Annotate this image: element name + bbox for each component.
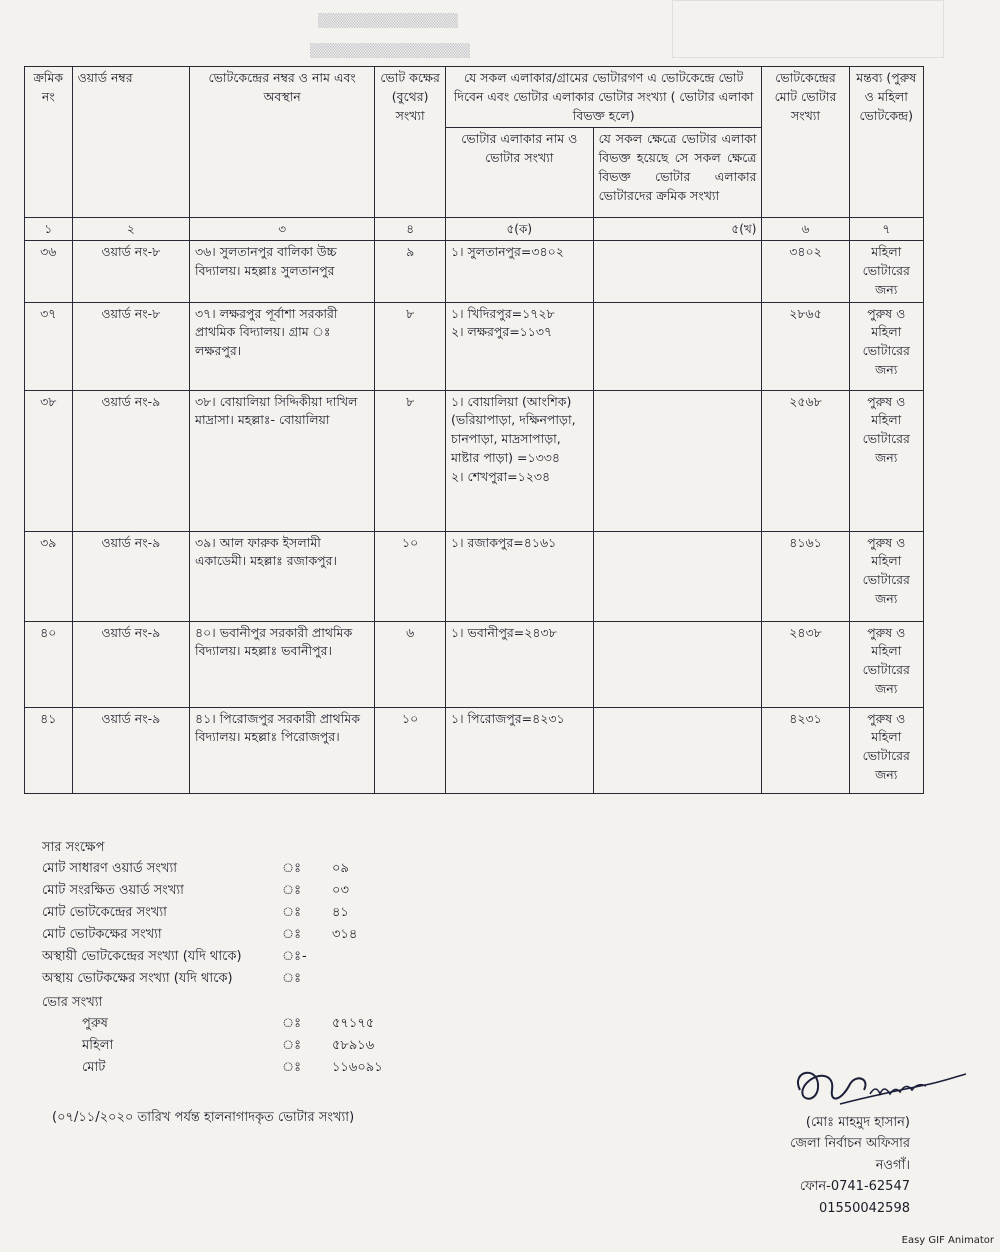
officer-name: (মোঃ মাহমুদ হাসান) bbox=[805, 1115, 910, 1130]
summary-title: সার সংক্ষেপ bbox=[42, 840, 105, 855]
summary-label: অস্থায়ী ভোটকেন্দ্রের সংখ্যা (যদি থাকে) bbox=[42, 949, 242, 965]
header-booth: ভোট কক্ষের (বুথের) সংখ্যা bbox=[375, 67, 446, 218]
area-cell bbox=[445, 241, 593, 302]
booth-cell: ১০ bbox=[375, 707, 446, 793]
summary-separator: ঃ bbox=[282, 971, 302, 987]
summary-label: মোট ভোটকেন্দ্রের সংখ্যা bbox=[42, 905, 167, 921]
summary-separator: ঃ bbox=[282, 883, 302, 899]
split-cell bbox=[593, 707, 762, 793]
voters-row bbox=[42, 1058, 452, 1080]
center-cell: ৪০। ভবানীপুর সরকারী প্রাথমিক বিদ্যালয়। মহল্লাঃ ভবানীপুর। bbox=[190, 621, 375, 707]
summary-value: - bbox=[302, 949, 307, 965]
remark-cell: পুরুষ ও মহিলা ভোটারের জন্য bbox=[849, 390, 923, 531]
summary-section bbox=[42, 838, 452, 1080]
total-cell: ২৫৬৮ bbox=[762, 390, 849, 531]
area-cell bbox=[445, 302, 593, 390]
center-cell: ৩৮। বোয়ালিয়া সিদ্দিকীয়া দাখিল মাদ্রাসা। মহল্লাঃ- বোয়ালিয়া bbox=[190, 390, 375, 531]
summary-label: মোট সংরক্ষিত ওয়ার্ড সংখ্যা bbox=[42, 883, 184, 899]
summary-separator: ঃ bbox=[282, 1038, 302, 1054]
summary-separator: ঃ bbox=[282, 1060, 302, 1076]
summary-row bbox=[42, 969, 452, 991]
index-cell: ৬ bbox=[762, 218, 849, 241]
column-index-row bbox=[25, 218, 924, 241]
split-cell bbox=[593, 241, 762, 302]
officer-designation: জেলা নির্বাচন অফিসার bbox=[790, 1136, 910, 1152]
index-cell: ৪ bbox=[375, 218, 446, 241]
voters-value: ৫৮৯১৬ bbox=[332, 1038, 375, 1054]
voters-label: পুরুষ bbox=[82, 1016, 108, 1032]
summary-row bbox=[42, 925, 452, 947]
summary-separator: ঃ bbox=[282, 905, 302, 921]
booth-cell: ৯ bbox=[375, 241, 446, 302]
summary-value: ৩১৪ bbox=[332, 927, 358, 943]
serial-cell: ৩৬ bbox=[25, 241, 73, 302]
table-row bbox=[25, 531, 924, 621]
area-cell bbox=[445, 621, 593, 707]
split-cell bbox=[593, 390, 762, 531]
area-line: ১। সুলতানপুর=৩৪০২ bbox=[450, 244, 564, 260]
ward-cell: ওয়ার্ড নং-৮ bbox=[72, 241, 189, 302]
booth-cell: ১০ bbox=[375, 531, 446, 621]
header-remark: মন্তব্য (পুরুষ ও মহিলা ভোটকেন্দ্র) bbox=[849, 67, 923, 218]
summary-value: ৪১ bbox=[332, 905, 349, 921]
header-total: ভোটকেন্দ্রের মোট ভোটার সংখ্যা bbox=[762, 67, 849, 218]
summary-row bbox=[42, 881, 452, 903]
total-cell: ২৪৩৮ bbox=[762, 621, 849, 707]
summary-separator: ঃ bbox=[282, 927, 302, 943]
serial-cell: ৩৮ bbox=[25, 390, 73, 531]
serial-cell: ৩৯ bbox=[25, 531, 73, 621]
header-serial: ক্রমিক নং bbox=[25, 67, 73, 218]
serial-cell: ৪১ bbox=[25, 707, 73, 793]
officer-block bbox=[760, 1112, 910, 1219]
area-line: ১। পিরোজপুর=৪২৩১ bbox=[450, 710, 565, 726]
signature-image bbox=[780, 1060, 980, 1116]
summary-label: মোট ভোটকক্ষের সংখ্যা bbox=[42, 927, 162, 943]
table-row bbox=[25, 707, 924, 793]
index-cell: ৩ bbox=[190, 218, 375, 241]
bleed-through-text: ▒▒▒▒▒▒▒▒▒▒▒▒▒▒▒▒ bbox=[310, 44, 470, 59]
serial-cell: ৪০ bbox=[25, 621, 73, 707]
index-cell: ২ bbox=[72, 218, 189, 241]
summary-separator: ঃ bbox=[282, 1016, 302, 1032]
table-row bbox=[25, 621, 924, 707]
table-row bbox=[25, 241, 924, 302]
summary-label: মোট সাধারণ ওয়ার্ড সংখ্যা bbox=[42, 861, 177, 877]
voters-value: ৫৭১৭৫ bbox=[332, 1016, 375, 1032]
area-line: ১। রজাকপুর=৪১৬১ bbox=[450, 534, 557, 550]
split-cell bbox=[593, 302, 762, 390]
center-cell: ৩৭। লক্ষরপুর পূর্বাশা সরকারী প্রাথমিক বিদ্যালয়। গ্রাম ঃ লক্ষরপুর। bbox=[190, 302, 375, 390]
area-cell bbox=[445, 531, 593, 621]
ward-cell: ওয়ার্ড নং-৯ bbox=[72, 390, 189, 531]
remark-cell: পুরুষ ও মহিলা ভোটারের জন্য bbox=[849, 531, 923, 621]
total-cell: ৪২৩১ bbox=[762, 707, 849, 793]
area-line: ১। ভবানীপুর=২৪৩৮ bbox=[450, 624, 557, 640]
ward-cell: ওয়ার্ড নং-৯ bbox=[72, 531, 189, 621]
watermark: Easy GIF Animator bbox=[901, 1235, 994, 1246]
total-cell: ২৮৬৫ bbox=[762, 302, 849, 390]
center-cell: ৪১। পিরোজপুর সরকারী প্রাথমিক বিদ্যালয়। মহল্লাঃ পিরোজপুর। bbox=[190, 707, 375, 793]
voters-row bbox=[42, 1014, 452, 1036]
total-cell: ৩৪০২ bbox=[762, 241, 849, 302]
officer-phone: ফোন-0741-62547 bbox=[799, 1179, 910, 1195]
serial-cell: ৩৭ bbox=[25, 302, 73, 390]
index-cell: ৫(ক) bbox=[445, 218, 593, 241]
officer-mobile: 01550042598 bbox=[819, 1200, 910, 1216]
summary-row bbox=[42, 947, 452, 969]
area-line: ২। শেখপুরা=১২৩৪ bbox=[450, 468, 551, 484]
summary-row bbox=[42, 859, 452, 881]
voters-row bbox=[42, 1036, 452, 1058]
area-line: ১। বোয়ালিয়া (আংশিক) (ভরিয়াপাড়া, দক্ষিনপাড়া, চানপাড়া, মাদ্রসাপাড়া, মাষ্টার পাড়া) =১৩৩৪ bbox=[450, 393, 576, 465]
booth-cell: ৮ bbox=[375, 390, 446, 531]
ward-cell: ওয়ার্ড নং-৯ bbox=[72, 621, 189, 707]
summary-value: ০৩ bbox=[332, 883, 349, 899]
summary-separator: ঃ bbox=[282, 949, 302, 965]
bleed-through-text: ▒▒▒▒▒▒▒▒▒▒▒▒▒▒ bbox=[318, 14, 458, 29]
ward-cell: ওয়ার্ড নং-৮ bbox=[72, 302, 189, 390]
total-cell: ৪১৬১ bbox=[762, 531, 849, 621]
area-line: ২। লক্ষরপুর=১১৩৭ bbox=[450, 324, 553, 340]
officer-location: নওগাঁ। bbox=[875, 1157, 910, 1173]
header-area-group: যে সকল এলাকার/গ্রামের ভোটারগণ এ ভোটকেন্দ্রে ভোট দিবেন এবং ভোটার এলাকার ভোটার সংখ্যা ( ভোটার এলাকা বিভক্ত হলে) bbox=[445, 67, 762, 128]
polling-center-table bbox=[24, 66, 924, 794]
booth-cell: ৮ bbox=[375, 302, 446, 390]
voters-label: মহিলা bbox=[82, 1038, 114, 1054]
area-cell bbox=[445, 707, 593, 793]
index-cell: ৫(খ) bbox=[593, 218, 762, 241]
split-cell bbox=[593, 621, 762, 707]
voters-title: ভোর সংখ্যা bbox=[42, 994, 103, 1010]
booth-cell: ৬ bbox=[375, 621, 446, 707]
remark-cell: মহিলা ভোটারের জন্য bbox=[849, 241, 923, 302]
area-line: ১। খিদিরপুর=১৭২৮ bbox=[450, 305, 555, 321]
date-note: (০৭/১১/২০২০ তারিখ পর্যন্ত হালনাগাদকৃত ভোটার সংখ্যা) bbox=[52, 1110, 355, 1125]
split-cell bbox=[593, 531, 762, 621]
ward-cell: ওয়ার্ড নং-৯ bbox=[72, 707, 189, 793]
remark-cell: পুরুষ ও মহিলা ভোটারের জন্য bbox=[849, 302, 923, 390]
voters-value: ১১৬০৯১ bbox=[332, 1060, 383, 1076]
index-cell: ১ bbox=[25, 218, 73, 241]
remark-cell: পুরুষ ও মহিলা ভোটারের জন্য bbox=[849, 621, 923, 707]
remark-cell: পুরুষ ও মহিলা ভোটারের জন্য bbox=[849, 707, 923, 793]
table-row bbox=[25, 390, 924, 531]
voters-label: মোট bbox=[82, 1060, 106, 1076]
center-cell: ৩৯। আল ফারুক ইসলামী একাডেমী। মহল্লাঃ রজাকপুর। bbox=[190, 531, 375, 621]
summary-value: ০৯ bbox=[332, 861, 349, 877]
header-area-split: যে সকল ক্ষেত্রে ভোটার এলাকা বিভক্ত হয়েছে সে সকল ক্ষেত্রে বিভক্ত ভোটার এলাকার ভোটারদের ক্রমিক সংখ্যা bbox=[593, 128, 762, 218]
summary-row bbox=[42, 903, 452, 925]
summary-separator: ঃ bbox=[282, 861, 302, 877]
table-row bbox=[25, 302, 924, 390]
bleed-through-box bbox=[672, 0, 944, 58]
header-ward: ওয়ার্ড নম্বর bbox=[72, 67, 189, 218]
header-row bbox=[25, 67, 924, 128]
header-center: ভোটকেন্দ্রের নম্বর ও নাম এবং অবস্থান bbox=[190, 67, 375, 218]
center-cell: ৩৬। সুলতানপুর বালিকা উচ্চ বিদ্যালয়। মহল্লাঃ সুলতানপুর bbox=[190, 241, 375, 302]
area-cell bbox=[445, 390, 593, 531]
header-area-name: ভোটার এলাকার নাম ও ভোটার সংখ্যা bbox=[445, 128, 593, 218]
summary-label: অস্থায় ভোটকক্ষের সংখ্যা (যদি থাকে) bbox=[42, 971, 233, 987]
index-cell: ৭ bbox=[849, 218, 923, 241]
